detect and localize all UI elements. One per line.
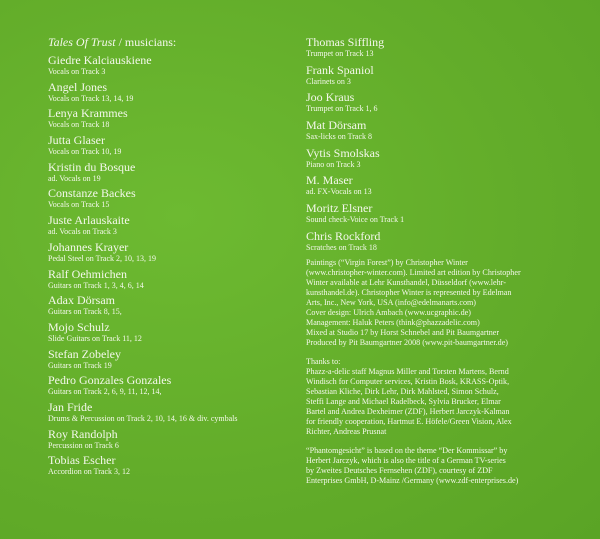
credit-line: Enterprises GmbH, D-Mainz /Germany (www.zdf-enterprises.de) <box>306 476 519 486</box>
musician-entry <box>306 63 586 87</box>
left-musician-list <box>48 53 293 477</box>
right-column <box>306 35 586 495</box>
paintings-credits <box>306 258 586 348</box>
musician-entry <box>306 229 586 253</box>
musician-name: Kristin du Bosque <box>48 159 136 174</box>
credits-block <box>306 258 586 486</box>
musician-role: ad. FX-Vocals on 13 <box>306 187 372 197</box>
musician-entry <box>48 293 293 317</box>
musician-name: Roy Randolph <box>48 426 118 441</box>
musician-name: Moritz Elsner <box>306 201 373 216</box>
musician-name: Adax Dörsam <box>48 293 115 308</box>
musician-role: Guitars on Track 19 <box>48 360 112 370</box>
musician-name: Joo Kraus <box>306 90 355 105</box>
musician-name: Juste Arlauskaite <box>48 213 130 228</box>
right-musician-list <box>306 35 586 252</box>
musician-name: Chris Rockford <box>306 228 381 243</box>
musician-entry <box>306 201 586 225</box>
musician-role: Vocals on Track 10, 19 <box>48 147 122 157</box>
credit-line: Winter available at Lehr Kunsthandel, Düsseldorf (www.lehr- <box>306 278 506 288</box>
musician-role: Pedal Steel on Track 2, 10, 13, 19 <box>48 253 156 263</box>
credit-line: Produced by Pit Baumgartner 2008 (www.pit-baumgartner.de) <box>306 338 508 348</box>
musician-name: Mat Dörsam <box>306 118 367 133</box>
credit-line: Phazz-a-delic staff Magnus Miller and Torsten Martens, Bernd <box>306 367 509 377</box>
musician-role: ad. Vocals on Track 3 <box>48 227 117 237</box>
musician-role: ad. Vocals on 19 <box>48 173 101 183</box>
musician-role: Vocals on Track 15 <box>48 200 110 210</box>
credit-line: Bartel and Andrea Dexheimer (ZDF), Herbert Jarczyk-Kalman <box>306 407 510 417</box>
musician-name: Angel Jones <box>48 79 107 94</box>
credit-line: Herbert Jarczyk, which is also the title of a German TV-series <box>306 456 506 466</box>
musician-name: Frank Spaniol <box>306 62 374 77</box>
musician-name: Vytis Smolskas <box>306 145 380 160</box>
credit-line: Arts, Inc., New York, USA (info@edelmanarts.com) <box>306 298 476 308</box>
credit-line: Cover design: Ulrich Ambach (www.ucgraphic.de) <box>306 308 471 318</box>
credit-line: Richter, Andreas Prusnat <box>306 427 387 437</box>
credit-line: Windisch for Computer services, Kristin Bosk, KRASS-Optik, <box>306 377 510 387</box>
musician-role: Trumpet on Track 13 <box>306 49 374 58</box>
musician-name: Johannes Krayer <box>48 239 129 254</box>
musician-role: Vocals on Track 3 <box>48 67 106 76</box>
musician-entry <box>48 80 293 104</box>
credit-line: Paintings (“Virgin Forest”) by Christopher Winter <box>306 258 468 268</box>
musician-name: M. Maser <box>306 173 353 188</box>
musician-role: Guitars on Track 8, 15, <box>48 307 122 317</box>
musician-entry <box>306 35 586 59</box>
musician-role: Sound check-Voice on Track 1 <box>306 215 405 225</box>
thanks-paragraph <box>306 357 586 437</box>
musician-role: Slide Guitars on Track 11, 12 <box>48 333 142 343</box>
musician-entry <box>48 453 293 477</box>
musician-role: Guitars on Track 1, 3, 4, 6, 14 <box>48 280 144 290</box>
musician-role: Percussion on Track 6 <box>48 440 119 450</box>
credit-line: Mixed at Studio 17 by Horst Schnebel and Pit Baumgartner <box>306 328 500 338</box>
musician-entry <box>306 146 586 170</box>
musician-entry <box>48 213 293 237</box>
musician-name: Lenya Krammes <box>48 106 128 121</box>
musician-role: Drums & Percussion on Track 2, 10, 14, 16 & div. cymbals <box>48 413 238 423</box>
musician-name: Jutta Glaser <box>48 133 105 148</box>
musician-role: Vocals on Track 13, 14, 19 <box>48 93 134 103</box>
musician-role: Vocals on Track 18 <box>48 120 110 130</box>
credit-line: Sebastian Kliche, Dirk Lehr, Dirk Mahlsted, Simon Schulz, <box>306 387 499 397</box>
musician-name: Stefan Zobeley <box>48 346 121 361</box>
musician-role: Trumpet on Track 1, 6 <box>306 104 378 114</box>
heading-suffix: / musicians: <box>115 35 177 49</box>
musician-entry <box>306 118 586 142</box>
musician-entry <box>306 173 586 197</box>
musician-role: Piano on Track 3 <box>306 159 361 169</box>
musician-name: Tobias Escher <box>48 453 116 468</box>
musician-entry <box>48 320 293 344</box>
credit-line: Management: Haluk Peters (think@phazzadelic.com) <box>306 318 480 328</box>
musician-entry <box>48 427 293 451</box>
credit-line: for friendly cooperation, Hartmut E. Höfele/Green Vision, Alex <box>306 417 512 427</box>
musician-entry <box>48 160 293 184</box>
left-column <box>48 35 293 480</box>
musician-name: Giedre Kalciauskiene <box>48 53 152 67</box>
musician-role: Accordion on Track 3, 12 <box>48 467 130 477</box>
musician-entry <box>48 373 293 397</box>
musician-name: Jan Fride <box>48 399 93 414</box>
musician-entry <box>48 347 293 371</box>
musician-entry <box>48 400 293 424</box>
phantomgesicht-note <box>306 446 586 486</box>
musician-entry <box>48 267 293 291</box>
musician-entry <box>48 240 293 264</box>
musician-name: Thomas Siffling <box>306 35 385 49</box>
musician-role: Sax-licks on Track 8 <box>306 132 372 142</box>
musician-entry <box>48 53 293 77</box>
musician-entry <box>306 90 586 114</box>
musician-entry <box>48 133 293 157</box>
credit-line: (www.christopher-winter.com). Limited art edition by Christopher <box>306 268 521 278</box>
album-title: Tales Of Trust <box>48 35 116 49</box>
musician-name: Mojo Schulz <box>48 319 110 334</box>
credit-line: Thanks to: <box>306 357 341 367</box>
musician-name: Pedro Gonzales Gonzales <box>48 373 172 388</box>
credit-line: by Zweites Deutsches Fernsehen (ZDF), courtesy of ZDF <box>306 466 493 476</box>
credit-line: Steffi Lange and Michael Radelbeck, Sylvia Brucker, Elmar <box>306 397 501 407</box>
credit-line: “Phantomgesicht” is based on the theme “Der Kommissar” by <box>306 446 508 456</box>
musicians-heading <box>48 35 293 49</box>
musician-entry <box>48 186 293 210</box>
musician-role: Scratches on Track 18 <box>306 242 377 252</box>
musician-name: Constanze Backes <box>48 186 136 201</box>
musician-role: Clarinets on 3 <box>306 76 351 86</box>
musician-name: Ralf Oehmichen <box>48 266 127 281</box>
musician-role: Guitars on Track 2, 6, 9, 11, 12, 14, <box>48 387 162 397</box>
credit-line: kunsthandel.de). Christopher Winter is represented by Edelman <box>306 288 512 298</box>
musician-entry <box>48 106 293 130</box>
